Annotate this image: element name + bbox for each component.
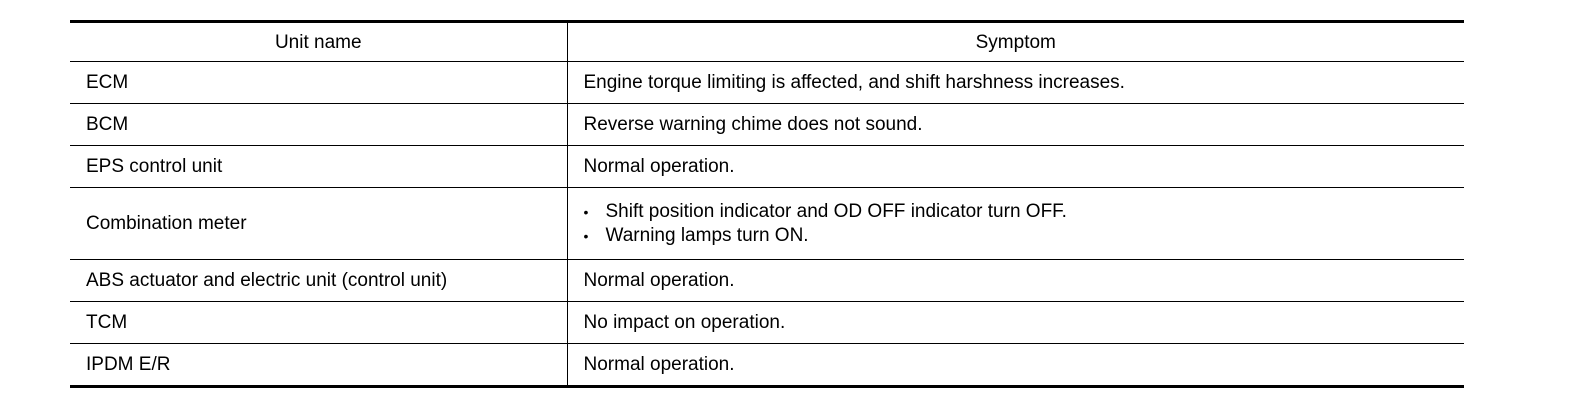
unit-name-cell: IPDM E/R xyxy=(70,344,567,387)
header-row xyxy=(70,22,1464,62)
symptom-bullet-item xyxy=(584,200,1449,224)
table-row xyxy=(70,104,1464,146)
symptom-bullet-text: Warning lamps turn ON. xyxy=(605,224,809,246)
symptom-cell: Normal operation. xyxy=(567,146,1464,188)
table-row xyxy=(70,260,1464,302)
bullet-icon: • xyxy=(583,203,589,220)
symptom-table xyxy=(70,20,1464,388)
header-unit-name: Unit name xyxy=(70,22,567,62)
unit-name-cell: TCM xyxy=(70,302,567,344)
symptom-bullet-text: Shift position indicator and OD OFF indicator turn OFF. xyxy=(605,200,1067,222)
symptom-cell: Normal operation. xyxy=(567,260,1464,302)
symptom-cell: No impact on operation. xyxy=(567,302,1464,344)
table-row xyxy=(70,188,1464,260)
table-row xyxy=(70,344,1464,387)
unit-name-cell: Combination meter xyxy=(70,188,567,260)
unit-name-cell: BCM xyxy=(70,104,567,146)
bullet-icon: • xyxy=(583,227,589,244)
unit-name-cell: ABS actuator and electric unit (control unit) xyxy=(70,260,567,302)
symptom-bullet-item xyxy=(584,224,1449,248)
unit-name-cell: ECM xyxy=(70,62,567,104)
header-symptom: Symptom xyxy=(567,22,1464,62)
unit-name-cell: EPS control unit xyxy=(70,146,567,188)
table-row xyxy=(70,302,1464,344)
symptom-cell: Reverse warning chime does not sound. xyxy=(567,104,1464,146)
symptom-cell xyxy=(567,188,1464,260)
symptom-cell: Normal operation. xyxy=(583,354,735,375)
table-row xyxy=(70,62,1464,104)
table-row xyxy=(70,146,1464,188)
symptom-cell: Engine torque limiting is affected, and shift harshness increases. xyxy=(567,62,1464,104)
